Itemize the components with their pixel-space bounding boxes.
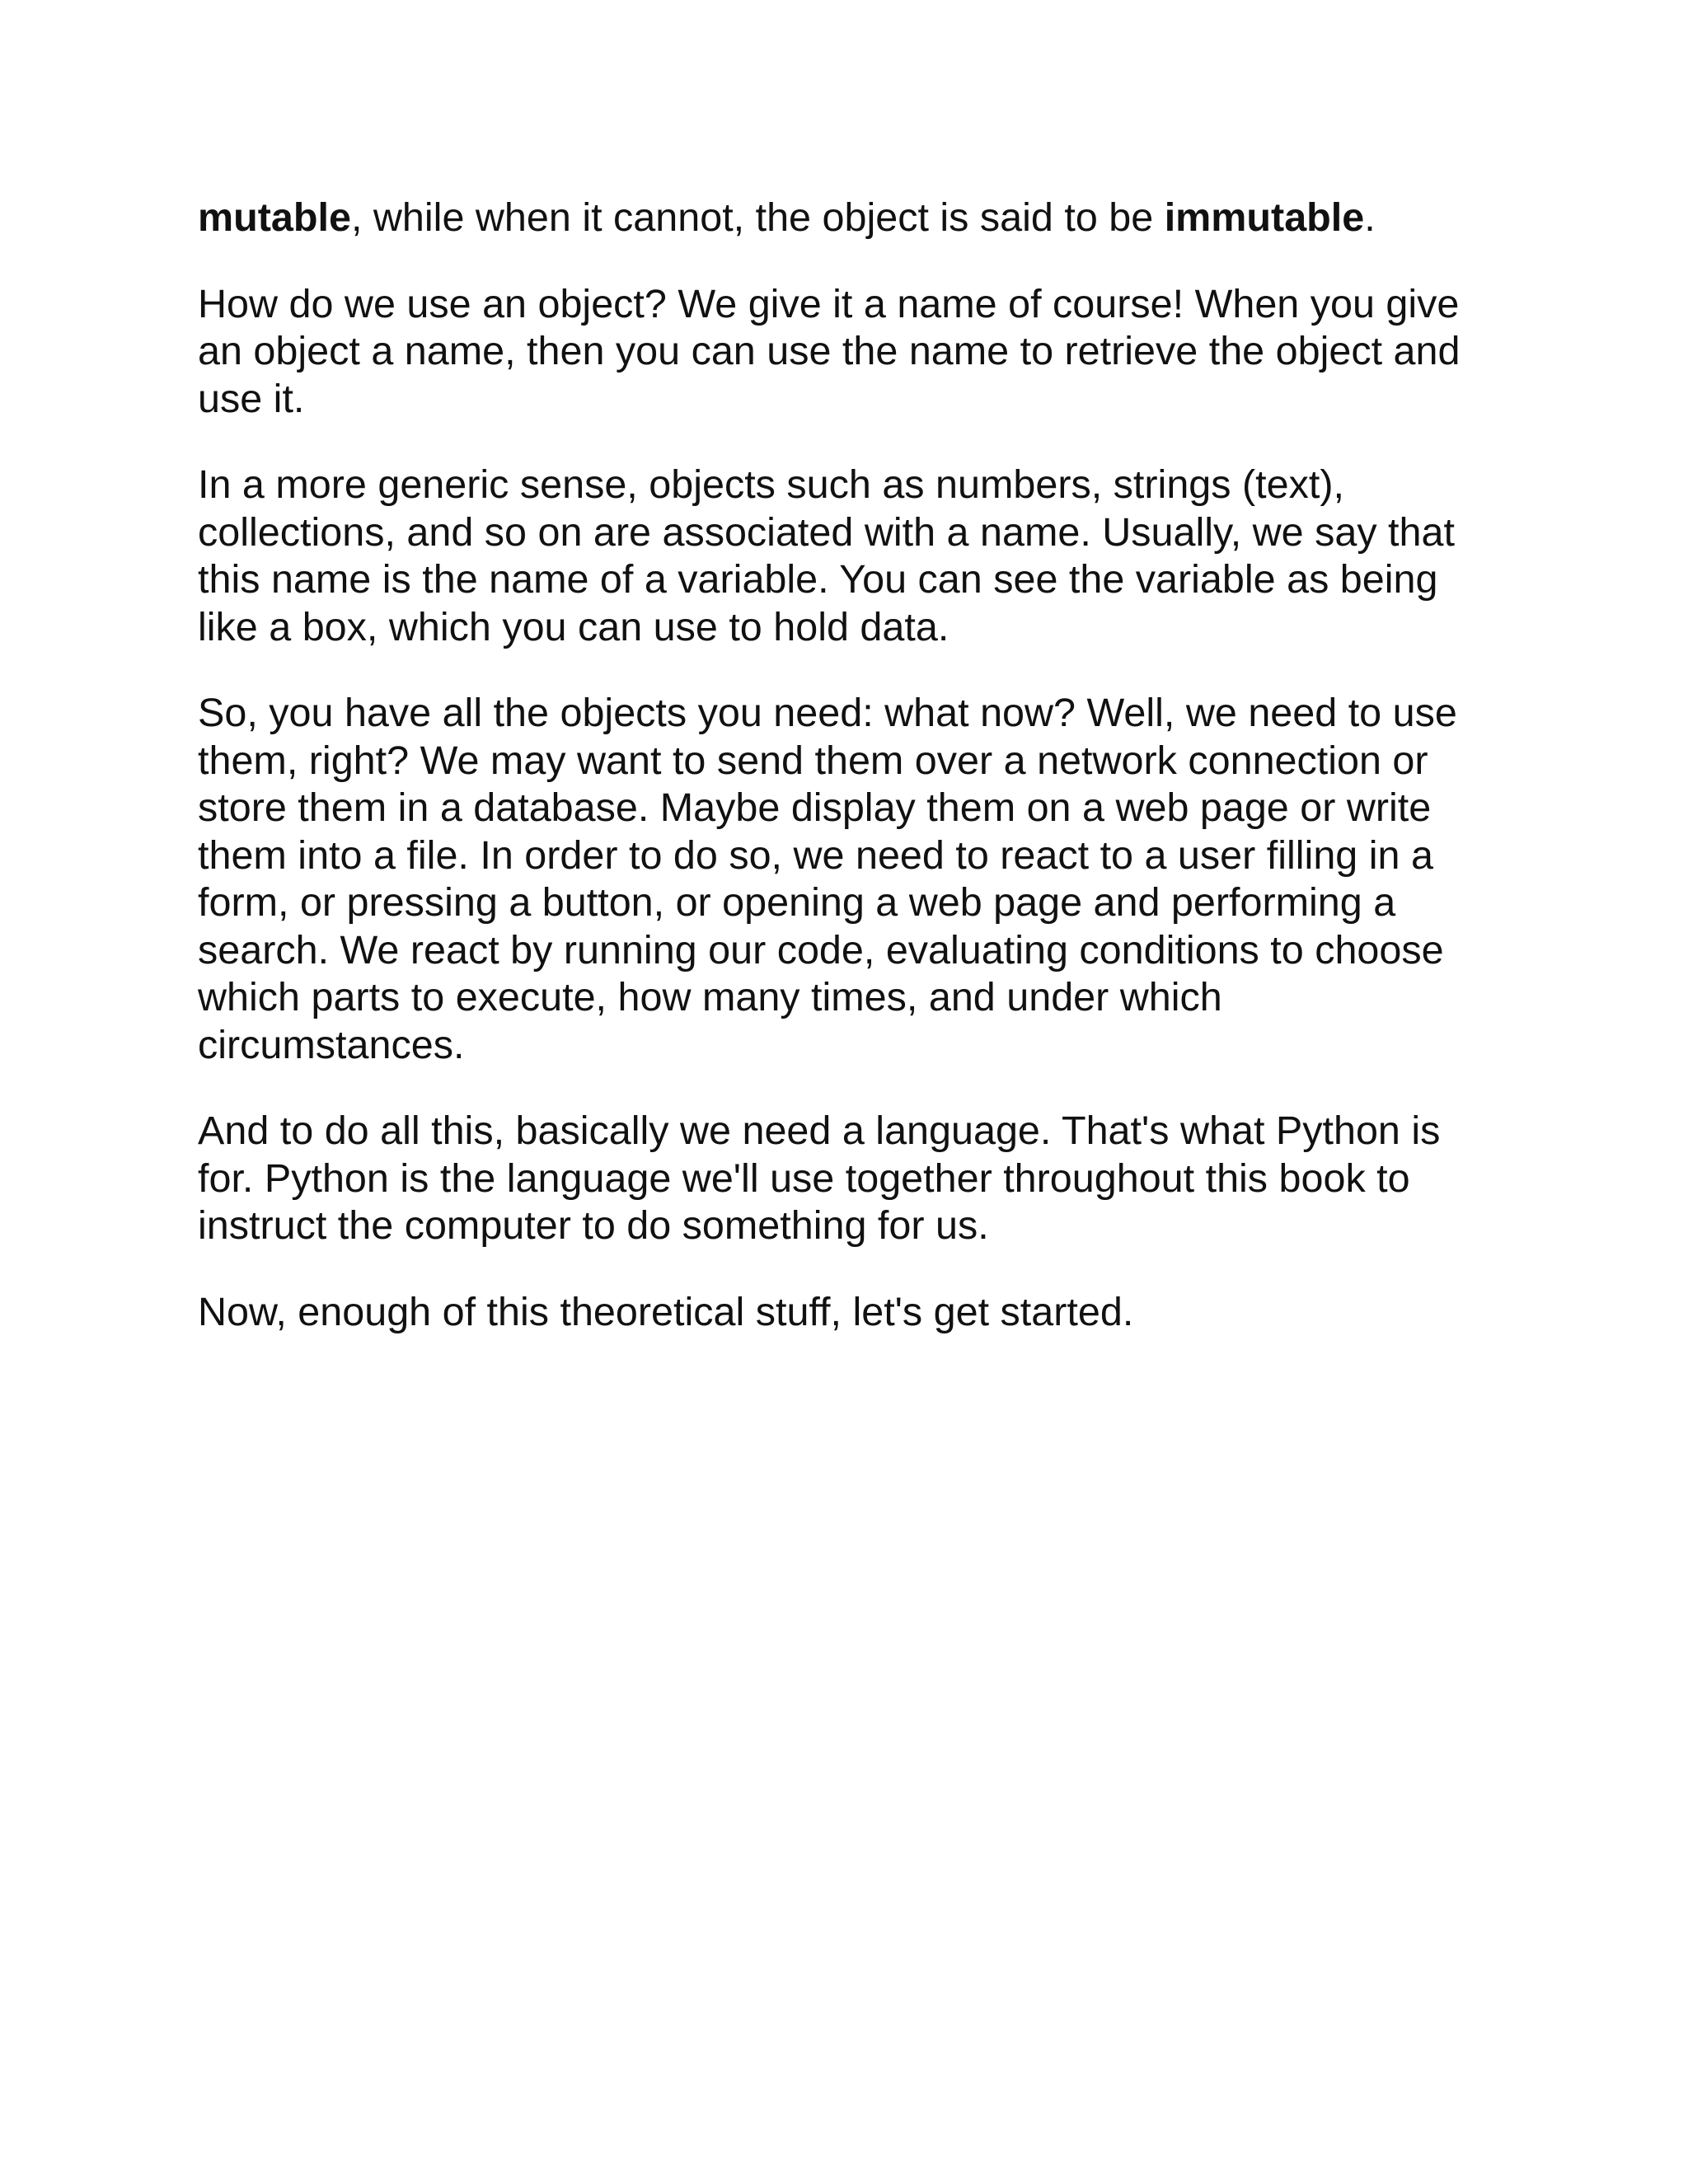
- paragraph-mutable-text: , while when it cannot, the object is said to be: [350, 195, 1165, 240]
- term-mutable: mutable: [198, 195, 351, 240]
- body-text: [198, 194, 1467, 1375]
- paragraph-get-started: Now, enough of this theoretical stuff, let's get started.: [198, 1289, 1134, 1334]
- paragraph-using-objects: So, you have all the objects you need: what now? Well, we need to use them, right? We may want to send them over a network connection or store them in a database. Maybe display them on a web page or write them into a file. In order to do so, we need to react to a user filling in a form, or pressing a button, or opening a web page and performing a search. We react by running our code, evaluating conditions to choose which parts to execute, how many times, and under which circumstances.: [198, 691, 1457, 1067]
- paragraph-mutable: [198, 194, 1467, 242]
- paragraph-python-language: And to do all this, basically we need a language. That's what Python is for. Python is the language we'll use together throughout this book to instruct the computer to do something for us.: [198, 1108, 1441, 1248]
- term-immutable: immutable: [1164, 195, 1365, 240]
- paragraph-variables: In a more generic sense, objects such as numbers, strings (text), collections, and so on are associated with a name. Usually, we say that this name is the name of a variable. You can see the variable as being like a box, which you can use to hold data.: [198, 462, 1455, 649]
- paragraph-naming-objects: How do we use an object? We give it a name of course! When you give an object a name, then you can use the name to retrieve the object and use it.: [198, 281, 1461, 421]
- paragraph-mutable-end: .: [1364, 195, 1376, 240]
